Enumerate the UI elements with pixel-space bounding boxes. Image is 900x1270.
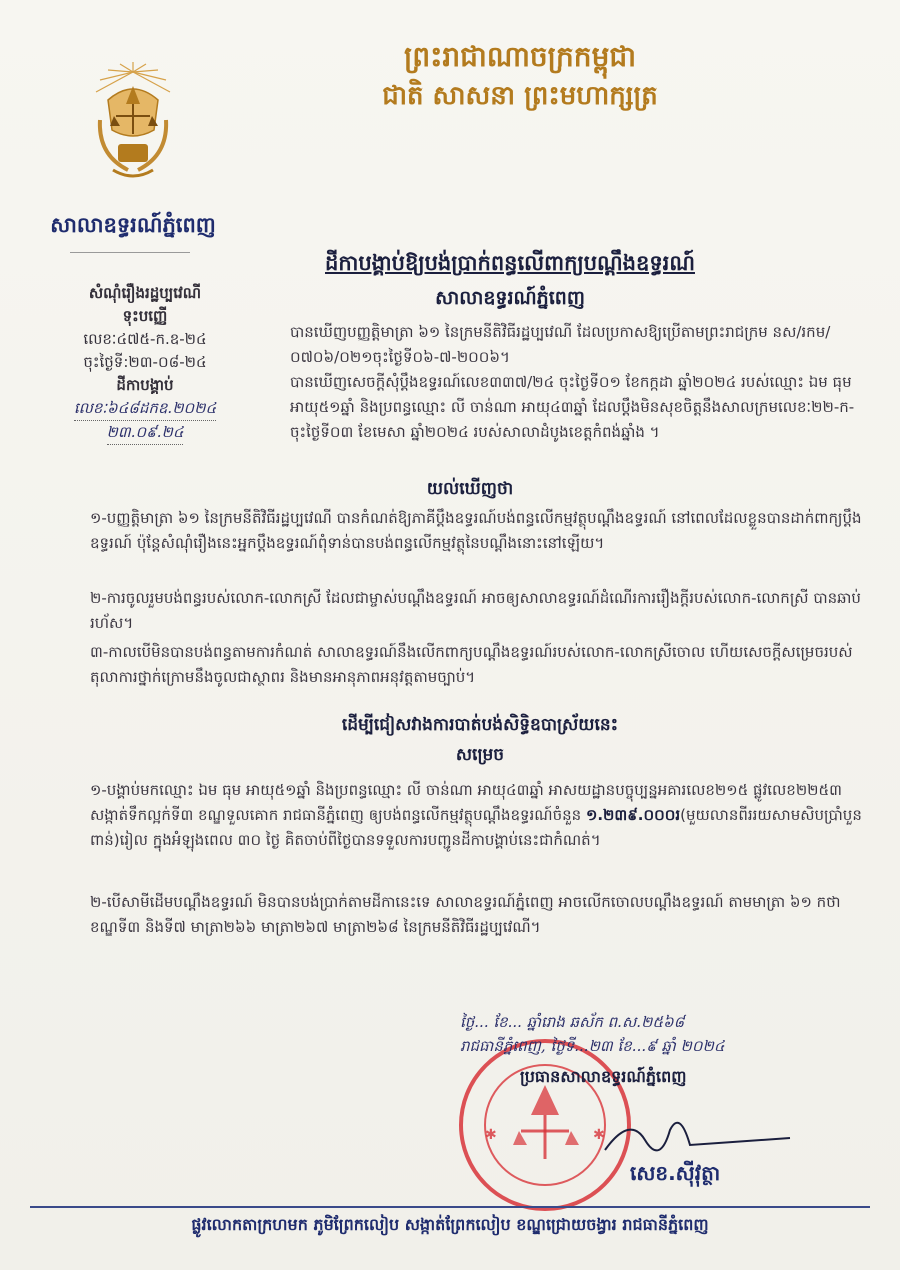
consideration-2: ២-ការចូលរួមបង់ពន្ធរបស់លោក-លោកស្រី ដែលជាម្ចាស់បណ្តឹងឧទ្ធរណ៍ អាចឲ្យសាលាឧទ្ធរណ៍ដំណើរការរឿងក្តីរបស់លោក-លោកស្រី បានឆាប់រហ័ស។ (90, 589, 861, 632)
decision-1 (90, 778, 870, 853)
case-info-block (40, 282, 250, 445)
footer-address: ផ្លូវលោកតាក្រហមក ភូមិព្រែកលៀប សង្កាត់ព្រែកលៀប ខណ្ឌជ្រោយចង្វារ រាជធានីភ្នំពេញ (191, 1215, 709, 1234)
decision-1-text-cont: (មួយលានពីររយសាមសិបប្រាំបួនពាន់)រៀល ក្នុងអំឡុងពេល ៣០ ថ្ងៃ គិតចាប់ពីថ្ងៃបានទទួលការបញ្ជូនដីកាបង្គាប់នេះជាកំណត់។ (90, 806, 862, 849)
consideration-1: ១-បញ្ញត្តិមាត្រា ៦១ នៃក្រមនីតិវិធីរដ្ឋប្បវេណី បានកំណត់ឱ្យភាគីប្តឹងឧទ្ធរណ៍បង់ពន្ធលើកម្មវត្ថុបណ្តឹងឧទ្ធរណ៍ នៅពេលដែលខ្លួនបានដាក់ពាក្យប្តឹងឧទ្ធរណ៍ ប៉ុន្តែសំណុំរឿងនេះអ្នកប្តឹងឧទ្ធរណ៍ពុំទាន់បានបង់ពន្ធលើកម្មវត្ថុនៃបណ្តឹងនោះនៅឡើយ។ (90, 509, 862, 552)
order-date: ២៣.០៩.២៤ (107, 421, 184, 445)
decision-2: ២-បើសាមីដើមបណ្តឹងឧទ្ធរណ៍ មិនបានបង់ប្រាក់តាមដីកានេះទេ សាលាឧទ្ធរណ៍ភ្នំពេញ អាចលើកចោលបណ្តឹងឧទ្ធរណ៍ តាមមាត្រា ៦១ កថាខណ្ឌទី៣ និងទី៧ មាត្រា២៦៦ មាត្រា២៦៧ មាត្រា២៦៨ នៃក្រមនីតិវិធីរដ្ឋប្បវេណី។ (90, 893, 841, 936)
lunar-date: ថ្ងៃ... ខែ... ឆ្នាំរោង ឆស័ក ព.ស.២៥៦៨ (460, 1013, 685, 1031)
case-type: ទុះបញ្ញើ (122, 307, 168, 325)
document-title: ដីកាបង្គាប់ឱ្យបង់ប្រាក់ពន្ធលើពាក្យបណ្តឹងឧទ្ធរណ៍ (325, 251, 695, 275)
kingdom-title: ព្រះរាជាណាចក្រកម្ពុជា (403, 40, 636, 73)
signer-title: ប្រធានសាលាឧទ្ធរណ៍ភ្នំពេញ (520, 1067, 687, 1086)
intro-paragraph-1: បានឃើញបញ្ញត្តិមាត្រា ៦១ នៃក្រមនីតិវិធីរដ្ឋប្បវេណី ដែលប្រកាសឱ្យប្រើតាមព្រះរាជក្រម នស/រកម/០៧០៦/០២១ចុះថ្ងៃទី០៦-៧-២០០៦។ (290, 323, 831, 366)
case-date: ចុះថ្ងៃទី:២៣-០៨-២៤ (83, 353, 207, 371)
footer-divider (30, 1206, 870, 1208)
section-considering: យល់ឃើញថា (426, 479, 514, 499)
case-number: លេខៈ៤៧៥-ក.ឧ-២៤ (83, 330, 207, 348)
intro-paragraph-2: បានឃើញសេចក្តីសុំប្តឹងឧទ្ធរណ៍លេខ៣៣៧/២៤ ចុះថ្ងៃទី០១ ខែកក្កដា ឆ្នាំ២០២៤ របស់ឈ្មោះ ឯម ធុម អាយុ៥១ឆ្នាំ និងប្រពន្ធឈ្មោះ លី ចាន់ណា អាយុ៤៣ឆ្នាំ ដែលប្តឹងមិនសុខចិត្តនឹងសាលក្រមលេខៈ២២-ក- ចុះថ្ងៃទី០៣ ខែមេសា ឆ្នាំ២០២៤ របស់សាលាដំបូងខេត្តកំពង់ឆ្នាំង ។ (290, 373, 855, 441)
order-number: លេខៈ៦៤៨ដកឧ.២០២៤ (74, 397, 216, 421)
decision-1-amount: ១.២៣៩.០០០រ (585, 806, 681, 824)
handwritten-signature-icon (600, 1110, 800, 1160)
consideration-3: ៣-កាលបើមិនបានបង់ពន្ធតាមការកំណត់ សាលាឧទ្ធរណ៍នឹងលើកពាក្យបណ្តឹងឧទ្ធរណ៍របស់លោក-លោកស្រីចោល ហើយសេចក្តីសម្រេចរបស់តុលាការថ្នាក់ក្រោមនឹងចូលជាស្ថាពរ និងមានអានុភាពអនុវត្តតាមច្បាប់។ (90, 643, 853, 686)
motto-line: ជាតិ សាសនា ព្រះមហាក្សត្រ (382, 81, 658, 111)
court-emblem-icon (78, 60, 188, 190)
svg-text:✱: ✱ (485, 1127, 497, 1143)
order-label: ដីកាបង្គាប់ (116, 376, 174, 394)
header-divider (70, 252, 190, 253)
document-issuer: សាលាឧទ្ធរណ៍ភ្នំពេញ (435, 287, 585, 309)
court-name-header: សាលាឧទ្ធរណ៍ភ្នំពេញ (50, 213, 216, 237)
solar-date: រាជធានីភ្នំពេញ, ថ្ងៃទី...២៣ ខែ...៩ ឆ្នាំ ២០២៤ (460, 1037, 725, 1055)
section-purpose: ដើម្បីជៀសវាងការបាត់បង់សិទ្ធិឧបាស្រ័យនេះ (341, 715, 619, 735)
signature-dates (460, 1010, 880, 1058)
svg-text:✱: ✱ (593, 1127, 605, 1143)
case-category: សំណុំរឿងរដ្ឋប្បវេណី (88, 284, 202, 302)
section-decide: សម្រេច (455, 745, 505, 765)
decision-1-text: ១-បង្គាប់មកឈ្មោះ ឯម ធុម អាយុ៥១ឆ្នាំ និងប្រពន្ធឈ្មោះ លី ចាន់ណា អាយុ៤៣ឆ្នាំ អាសយដ្ឋានបច្ចុប្បន្នអគារលេខ២១៥ ផ្លូវលេខ២២៥៣ សង្កាត់ទឹកល្អក់ទី៣ ខណ្ឌទួលគោក រាជធានីភ្នំពេញ ឲ្យបង់ពន្ធលើកម្មវត្ថុបណ្តឹងឧទ្ធរណ៍ចំនួន (90, 781, 842, 824)
national-motto (330, 38, 710, 114)
signer-name: សេខ.ស៊ីវុត្ថា (630, 1161, 721, 1185)
